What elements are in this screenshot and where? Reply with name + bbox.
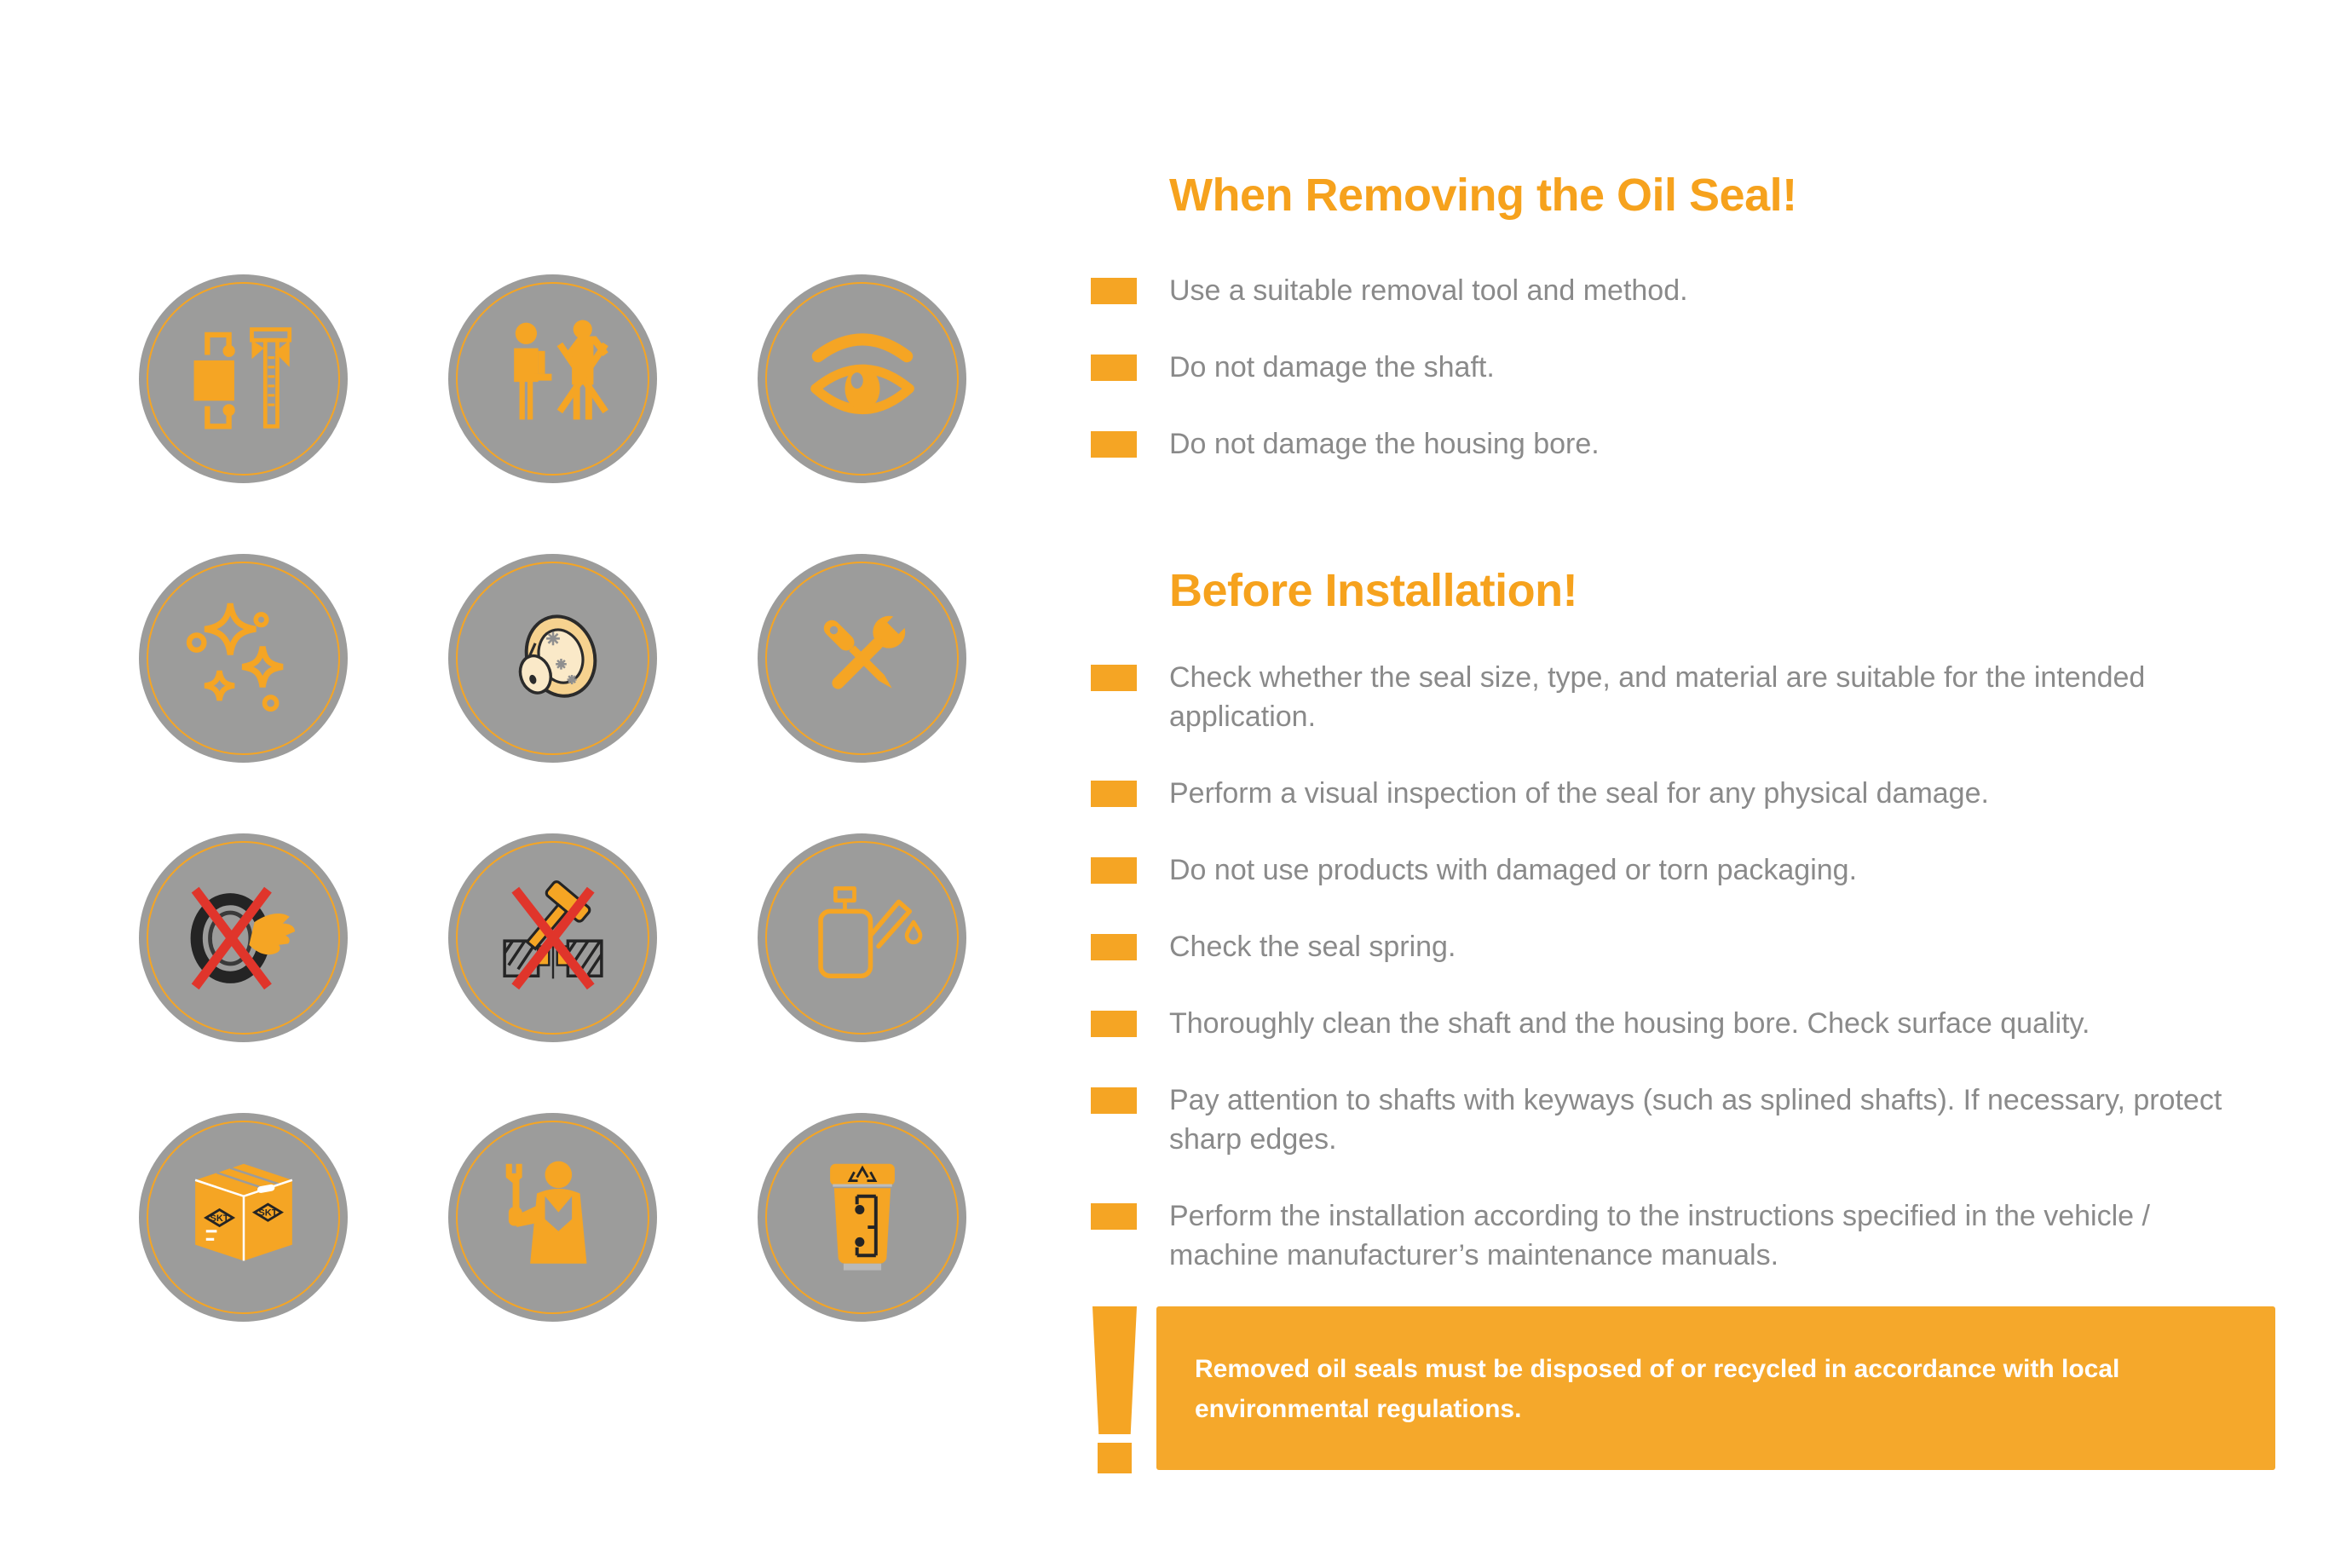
svg-text:SKT: SKT bbox=[257, 1208, 277, 1219]
bullet-text: Use a suitable removal tool and method. bbox=[1169, 274, 1688, 307]
bullet-square-marker bbox=[1091, 781, 1137, 807]
bullet-item bbox=[1091, 348, 2284, 387]
bullet-square-marker bbox=[1091, 665, 1137, 691]
bullet-square-marker bbox=[1091, 934, 1137, 960]
bullet-list-removing bbox=[1091, 271, 2284, 464]
bullet-item bbox=[1091, 271, 2284, 310]
bullet-text: Check whether the seal size, type, and material are suitable for the intended application. bbox=[1169, 661, 2146, 733]
warning-banner-row bbox=[1092, 1306, 2275, 1473]
bullet-square-marker bbox=[1091, 857, 1137, 884]
bullet-text: Perform a visual inspection of the seal for any physical damage. bbox=[1169, 777, 1989, 810]
exclamation-icon bbox=[1092, 1306, 1137, 1473]
bullet-item bbox=[1091, 1196, 2284, 1275]
bullet-text: Perform the installation according to the instructions specified in the vehicle / machine manufacturer’s maintenance manuals. bbox=[1169, 1200, 2150, 1271]
bullet-square-marker bbox=[1091, 431, 1137, 458]
bullet-text: Check the seal spring. bbox=[1169, 931, 1456, 963]
bullet-item bbox=[1091, 1004, 2284, 1043]
bullet-text: Do not damage the housing bore. bbox=[1169, 428, 1600, 460]
bullet-item bbox=[1091, 774, 2284, 813]
warning-text: Removed oil seals must be disposed of or recycled in accordance with local environmental regulations. bbox=[1195, 1355, 2120, 1423]
bullet-list-before-installation bbox=[1091, 658, 2284, 1275]
bullet-text: Do not damage the shaft. bbox=[1169, 351, 1495, 383]
section-when-removing bbox=[1091, 167, 2284, 501]
svg-text:SKT: SKT bbox=[210, 1213, 229, 1224]
bullet-item bbox=[1091, 424, 2284, 464]
section-heading-removing: When Removing the Oil Seal! bbox=[1169, 170, 1797, 221]
bullet-square-marker bbox=[1091, 1087, 1137, 1114]
bullet-item bbox=[1091, 850, 2284, 890]
warning-banner bbox=[1156, 1306, 2275, 1470]
bullet-square-marker bbox=[1091, 1203, 1137, 1230]
section-before-installation bbox=[1091, 562, 2284, 1312]
bullet-text: Pay attention to shafts with keyways (such as splined shafts). If necessary, protect sharp edges. bbox=[1169, 1084, 2222, 1156]
bullet-text: Thoroughly clean the shaft and the housing bore. Check surface quality. bbox=[1169, 1007, 2090, 1040]
section-heading-before-installation: Before Installation! bbox=[1169, 565, 1578, 616]
bullet-text: Do not use products with damaged or torn packaging. bbox=[1169, 854, 1858, 886]
bullet-square-marker bbox=[1091, 1011, 1137, 1037]
bullet-item bbox=[1091, 927, 2284, 966]
bullet-square-marker bbox=[1091, 278, 1137, 304]
bullet-item bbox=[1091, 658, 2284, 736]
bullet-square-marker bbox=[1091, 355, 1137, 381]
bullet-item bbox=[1091, 1081, 2284, 1159]
